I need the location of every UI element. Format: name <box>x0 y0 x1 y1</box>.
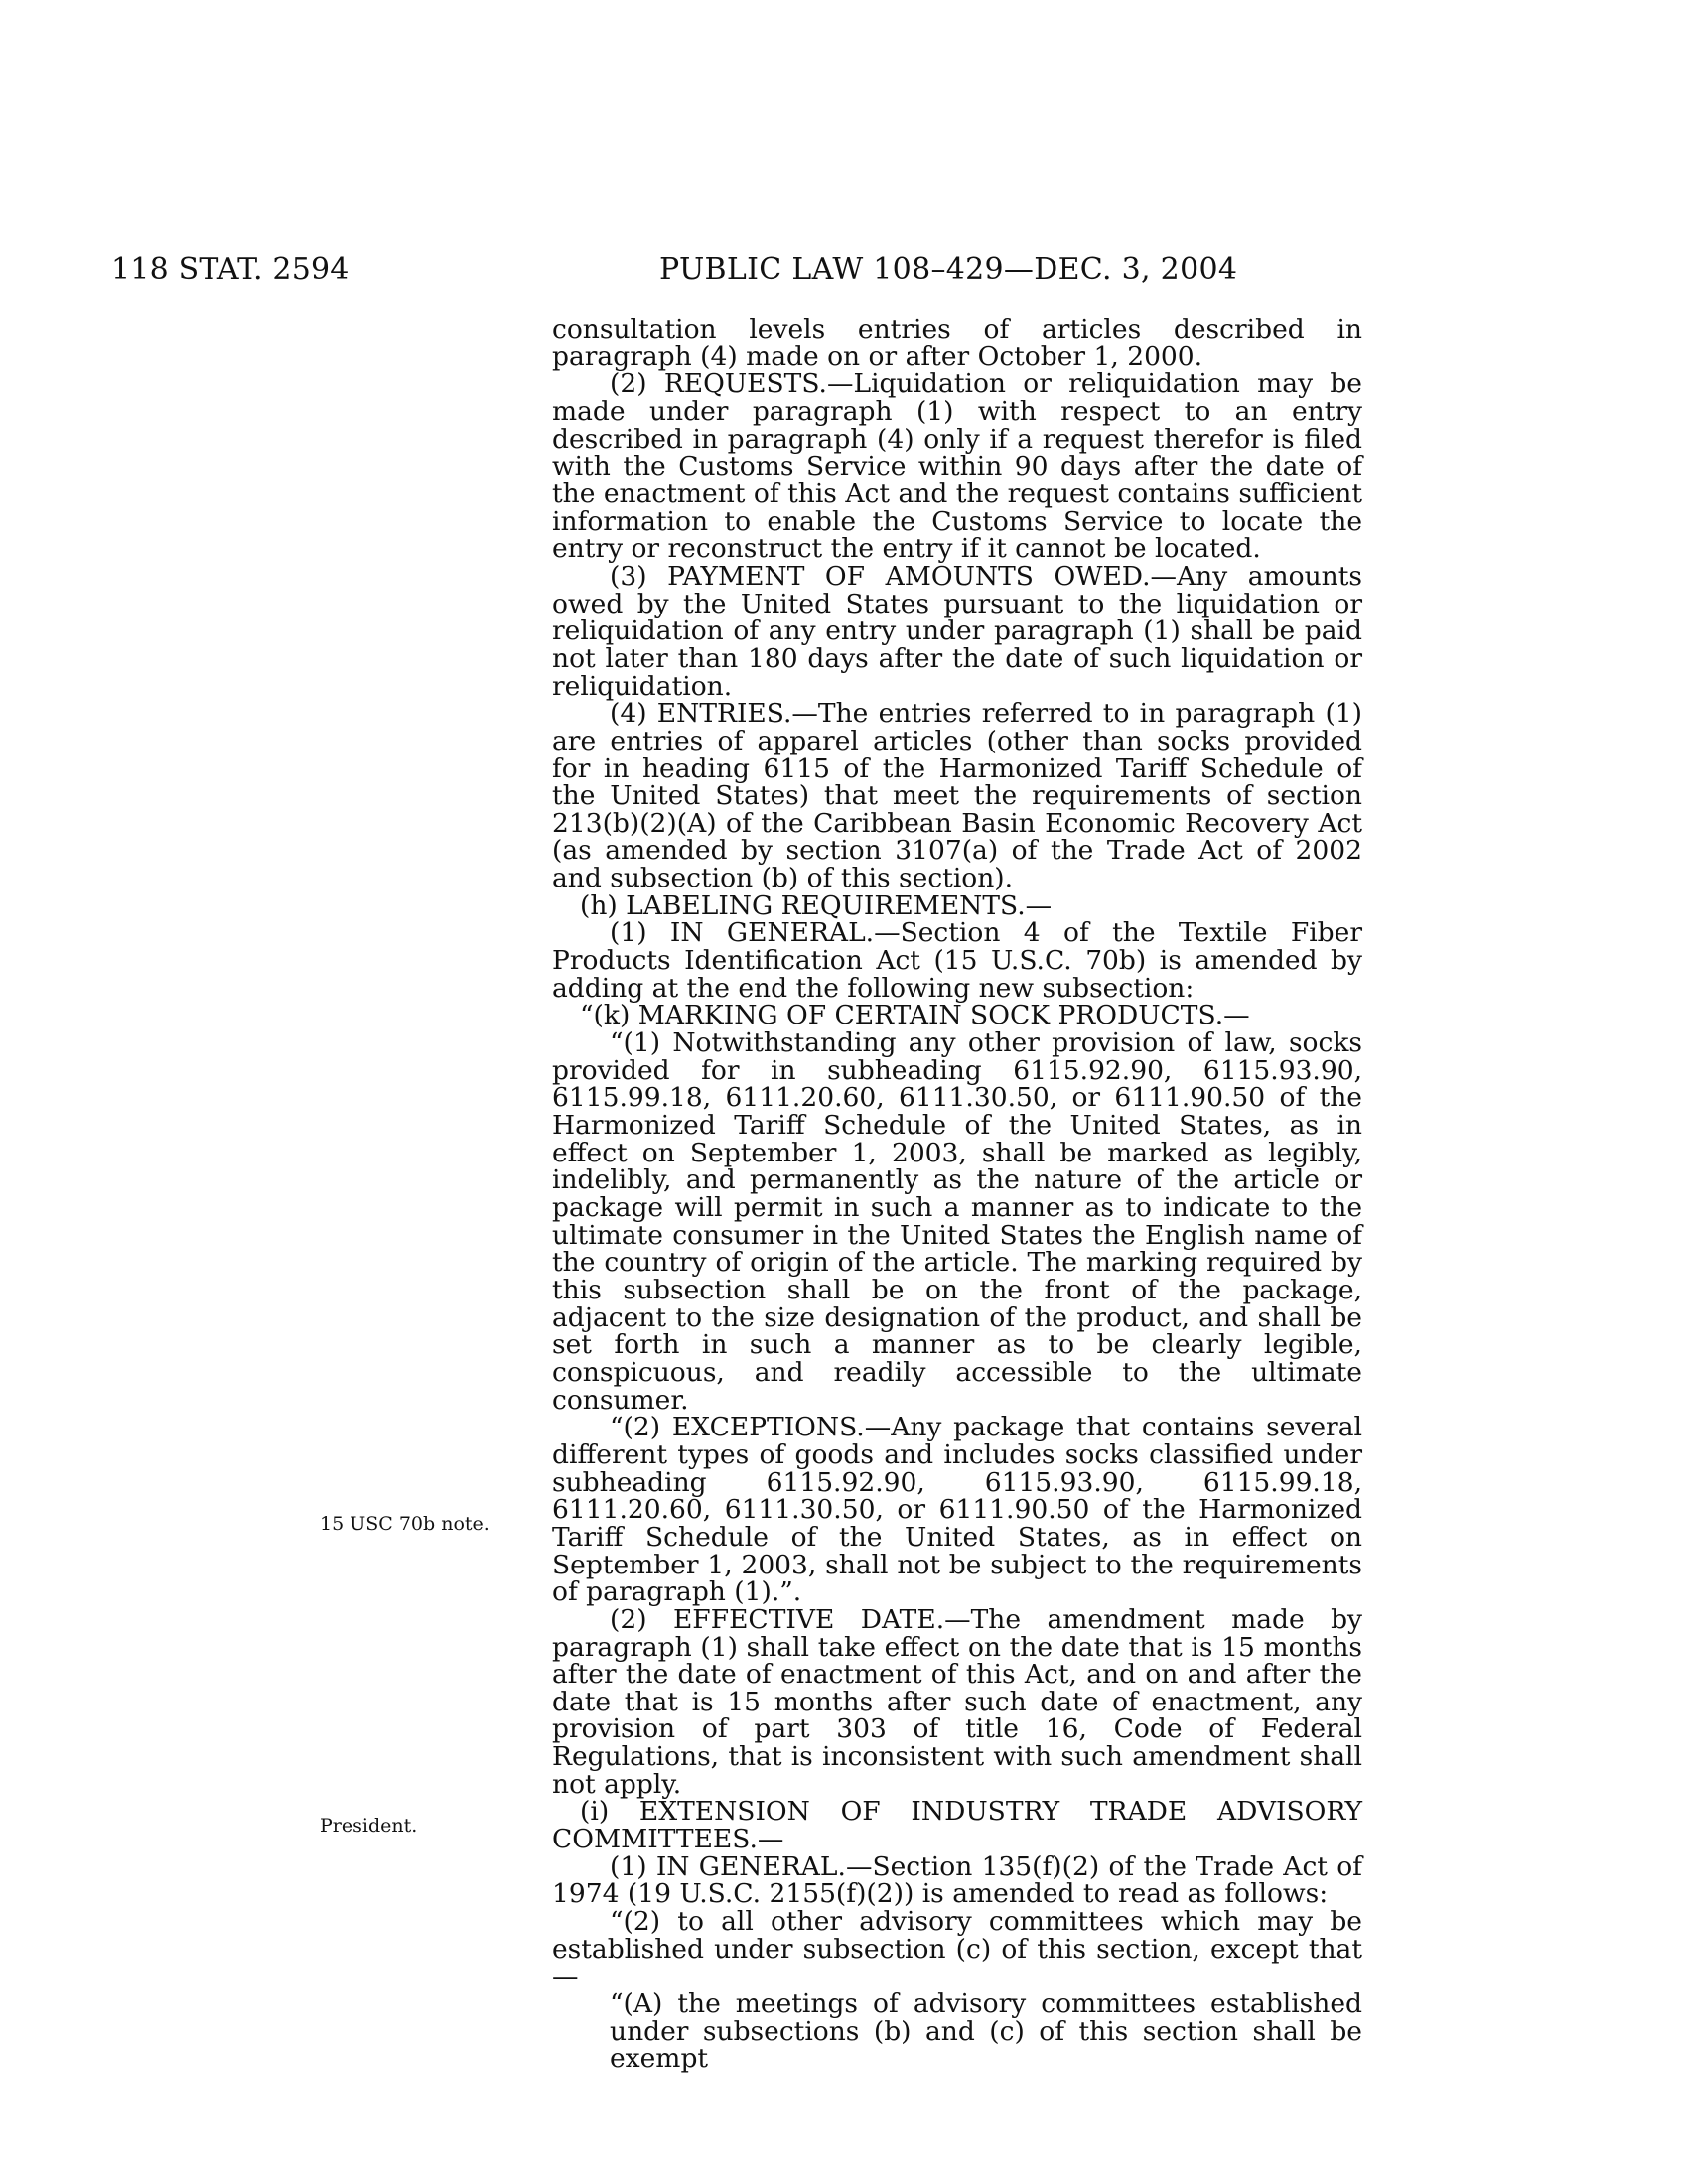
paragraph-advisory-in-general: (1) IN GENERAL.—Section 135(f)(2) of the Trade Act of 1974 (19 U.S.C. 2155(f)(2)) is amended to read as follows: <box>552 1850 1362 1910</box>
paragraph-labeling-in-general: (1) IN GENERAL.—Section 4 of the Textile Fiber Products Identification Act (15 U.S.C. 70b) is amended by adding at the end the following new subsection: <box>552 917 1362 1004</box>
heading-marking-of-sock-products: “(k) MARKING OF CERTAIN SOCK PRODUCTS.— <box>580 1000 1250 1031</box>
paragraph-other-advisory-committees: “(2) to all other advisory committees which may be established under subsection (c) of this section, except that— <box>552 1906 1362 1992</box>
stat-page-reference: 118 STAT. 2594 <box>111 252 350 287</box>
margin-note-usc: 15 USC 70b note. <box>320 1513 490 1535</box>
paragraph-exceptions: “(2) EXCEPTIONS.—Any package that contains several different types of goods and includes socks classified under subheading 6115.92.90, 6115.93.90, 6115.99.18, 6111.20.60, 6111.30.50, or 6111.90.50 of the Harmonized Tariff Schedule of the United States, as in effect on September 1, 2003, shall not be subject to the requirements of paragraph (1).”. <box>552 1412 1362 1608</box>
running-header-law-title: PUBLIC LAW 108–429—DEC. 3, 2004 <box>659 252 1238 287</box>
heading-labeling-requirements: (h) LABELING REQUIREMENTS.— <box>580 889 1053 921</box>
body-text-column <box>552 316 1362 2073</box>
paragraph-payment-of-amounts-owed: (3) PAYMENT OF AMOUNTS OWED.—Any amounts owed by the United States pursuant to the liquidation or reliquidation of any entry under paragraph (1) shall be paid not later than 180 days after the date of such liquidation or reliquidation. <box>552 560 1362 702</box>
margin-note-president: President. <box>320 1815 418 1837</box>
heading-extension-of-advisory-committees: (i) EXTENSION OF INDUSTRY TRADE ADVISORY COMMITTEES.— <box>552 1796 1362 1855</box>
paragraph-continuation: consultation levels entries of articles described in paragraph (4) made on or after October 1, 2000. <box>552 314 1362 372</box>
paragraph-requests: (2) REQUESTS.—Liquidation or reliquidation may be made under paragraph (1) with respect to an entry described in paragraph (4) only if a request therefor is filed with the Customs Service within 90 days after the date of the enactment of this Act and the request contains sufficient information to enable the Customs Service to locate the entry or reconstruct the entry if it cannot be located. <box>552 368 1362 565</box>
paragraph-meetings-exempt: “(A) the meetings of advisory committees established under subsections (b) and (c) of this section shall be exempt <box>610 1988 1362 2075</box>
paragraph-entries: (4) ENTRIES.—The entries referred to in paragraph (1) are entries of apparel articles (other than socks provided for in heading 6115 of the Harmonized Tariff Schedule of the United States) that meet the requirements of section 213(b)(2)(A) of the Caribbean Basin Economic Recovery Act (as amended by section 3107(a) of the Trade Act of 2002 and subsection (b) of this section). <box>552 698 1362 894</box>
paragraph-marking-requirement: “(1) Notwithstanding any other provision of law, socks provided for in subheading 6115.92.90, 6115.93.90, 6115.99.18, 6111.20.60, 6111.30.50, or 6111.90.50 of the Harmonized Tariff Schedule of the United States, as in effect on September 1, 2003, shall be marked as legibly, indelibly, and permanently as the nature of the article or package will permit in such a manner as to indicate to the ultimate consumer in the United States the English name of the country of origin of the article. The marking required by this subsection shall be on the front of the package, adjacent to the size designation of the product, and shall be set forth in such a manner as to be clearly legible, conspicuous, and readily accessible to the ultimate consumer. <box>552 1027 1362 1416</box>
paragraph-effective-date: (2) EFFECTIVE DATE.—The amendment made by paragraph (1) shall take effect on the date that is 15 months after the date of enactment of this Act, and on and after the date that is 15 months after such date of enactment, any provision of part 303 of title 16, Code of Federal Regulations, that is inconsistent with such amendment shall not apply. <box>552 1603 1362 1800</box>
